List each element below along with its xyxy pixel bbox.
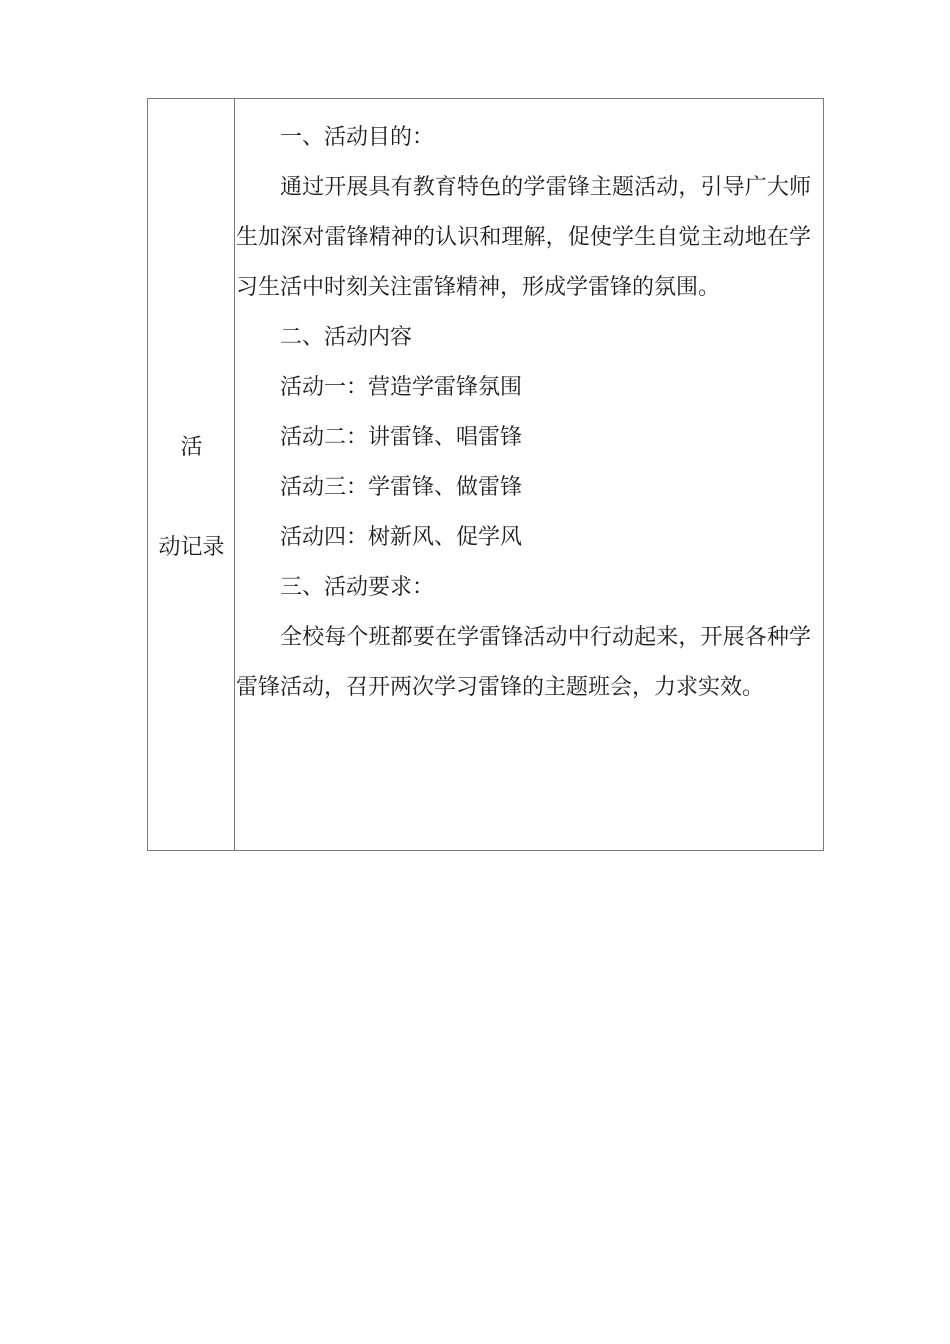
activity-item-3: 活动三：学雷锋、做雷锋 [280, 475, 523, 500]
purpose-paragraph: 通过开展具有教育特色的学雷锋主题活动，引导广大师生加深对雷锋精神的认识和理解，促使学生自觉主动地在学习生活中时刻关注雷锋精神，形成学雷锋的氛围。 [236, 175, 811, 300]
activity-item-4: 活动四：树新风、促学风 [280, 525, 523, 550]
activity-record-content-cell [236, 113, 811, 713]
label-first-char: 活 [180, 435, 203, 460]
activity-record-label-cell [148, 99, 235, 850]
section-purpose-heading: 一、活动目的： [280, 125, 435, 150]
activity-record-table [147, 98, 824, 851]
section-requirements-heading: 三、活动要求： [280, 575, 435, 600]
requirements-paragraph: 全校每个班都要在学雷锋活动中行动起来，开展各种学雷锋活动，召开两次学习雷锋的主题班会，力求实效。 [236, 625, 811, 700]
activity-item-1: 活动一：营造学雷锋氛围 [280, 375, 523, 400]
activity-item-2: 活动二：讲雷锋、唱雷锋 [280, 425, 523, 450]
section-content-heading: 二、活动内容 [280, 325, 413, 350]
label-rest-chars: 动记录 [158, 535, 225, 560]
